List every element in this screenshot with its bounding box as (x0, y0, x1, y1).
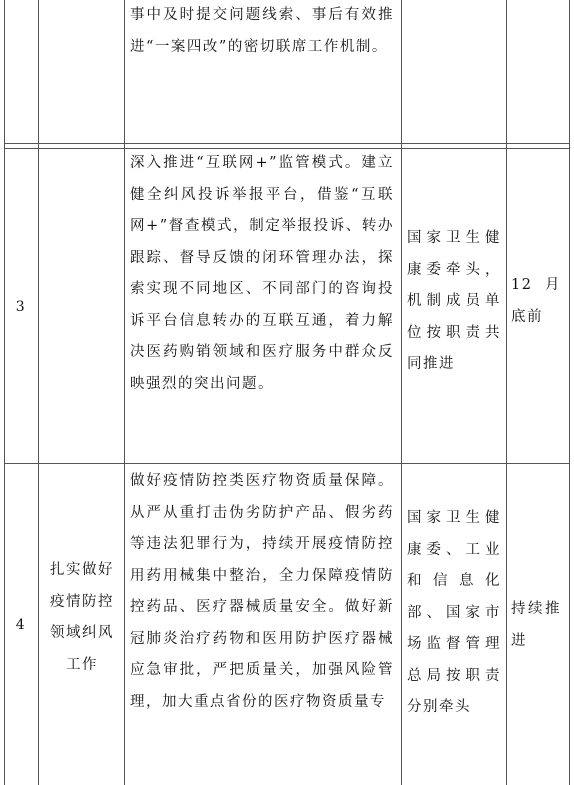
table-cell-task: 扎实做好疫情防控领域纠风工作 (50, 562, 114, 673)
table-cell-measure: 做好疫情防控类医疗物资质量保障。从严从重打击伪劣防护产品、假劣药等违法犯罪行为，持续开展疫情防控用药用械集中整治，全力保障疫情防控药品、医疗器械质量安全。做好新冠肺炎治疗药物和医用防护医疗器械应急审批，严把质量关，加强风险管理，加大重点省份的医疗物资质量专 (130, 473, 394, 710)
table-cell-number: 4 (15, 617, 27, 633)
table-cell-deadline: 12 月底前 (511, 277, 561, 325)
table-border (506, 0, 507, 785)
table-cell-measure: 事中及时提交问题线索、事后有效推进“一案四改”的密切联席工作机制。 (130, 7, 394, 55)
row-divider (4, 463, 570, 464)
table-cell-lead: 国家卫生健康委牵头，机制成员单位按职责共同推进 (407, 230, 501, 372)
table-border (38, 0, 39, 785)
table-border (124, 0, 125, 785)
table-cell-deadline: 持续推进 (511, 601, 561, 649)
table-border (401, 0, 402, 785)
table-border (4, 0, 5, 785)
table-cell-number: 3 (15, 299, 27, 315)
table-border (569, 0, 570, 785)
row-divider (4, 143, 570, 144)
table-cell-measure: 深入推进“互联网+”监管模式。建立健全纠风投诉举报平台，借鉴“互联网+”督查模式，制定举报投诉、转办跟踪、督导反馈的闭环管理办法，探索实现不同地区、不同部门的咨询投诉平台信息转办的互联互通，着力解决医药购销领域和医疗服务中群众反映强烈的突出问题。 (130, 155, 394, 392)
table-cell-lead: 国家卫生健康委、工业和信息化部、国家市场监督管理总局按职责分别牵头 (407, 510, 501, 715)
